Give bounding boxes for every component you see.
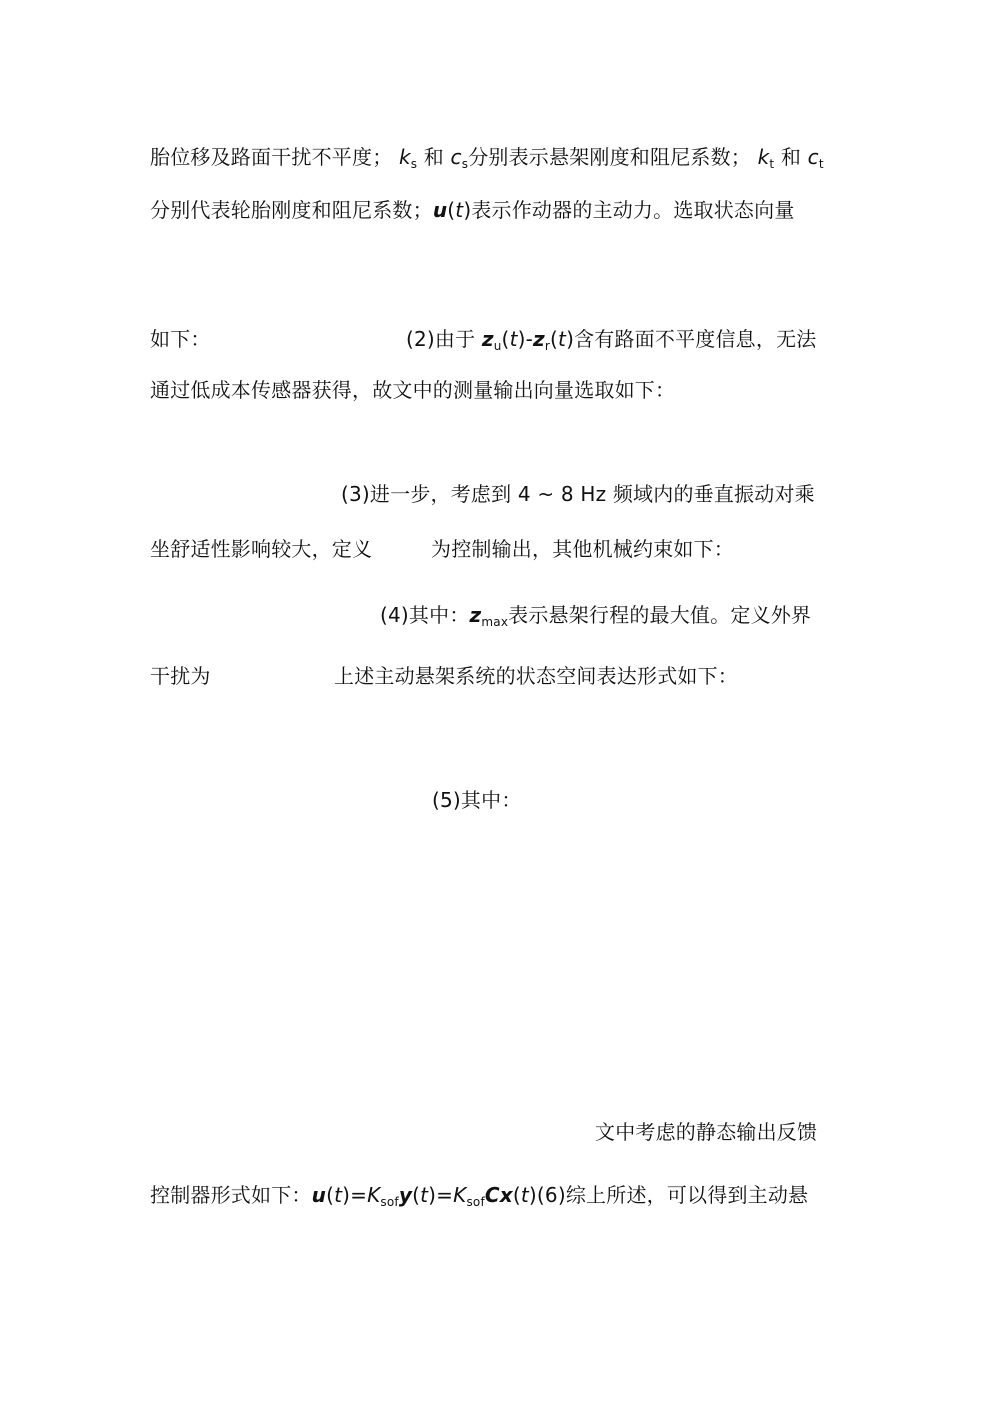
- var-c: c: [450, 145, 462, 169]
- text-line-10: 文中考虑的静态输出反馈: [595, 1120, 818, 1144]
- var-t: t: [509, 327, 518, 351]
- var-t: t: [420, 1183, 429, 1207]
- equals: )=: [342, 1183, 368, 1207]
- subscript: t: [769, 157, 775, 171]
- paren: (: [412, 1183, 421, 1207]
- text-run: (2)由于: [406, 327, 482, 351]
- subscript: max: [481, 615, 509, 629]
- var-u: u: [432, 198, 448, 222]
- var-t: t: [334, 1183, 343, 1207]
- text-run: (4)其中：: [380, 603, 470, 627]
- text-line-2: [150, 196, 795, 224]
- text-run: 分别表示悬架刚度和阻尼系数；: [468, 145, 752, 169]
- paren: (: [326, 1183, 335, 1207]
- text-line-8b: 上述主动悬架系统的状态空间表达形式如下：: [334, 664, 738, 688]
- subscript: t: [818, 157, 824, 171]
- text-run: 胎位移及路面干扰不平度；: [150, 145, 393, 169]
- var-k: k: [398, 145, 411, 169]
- var-y: y: [398, 1183, 413, 1207]
- var-z: z: [481, 327, 494, 351]
- subscript: s: [461, 157, 469, 171]
- paren: (: [512, 1183, 521, 1207]
- text-run: 表示悬架行程的最大值。定义外界: [508, 603, 812, 627]
- subscript: u: [493, 339, 502, 353]
- subscript: s: [410, 157, 418, 171]
- text-line-5: (3)进一步，考虑到 4 ~ 8 Hz 频域内的垂直振动对乘: [341, 482, 815, 506]
- text-run: 和: [423, 145, 451, 169]
- text-line-6a: 坐舒适性影响较大，定义: [150, 537, 373, 561]
- text-line-3b: [406, 325, 816, 360]
- text-line-6b: 为控制输出，其他机械约束如下：: [431, 537, 734, 561]
- var-t: t: [455, 198, 464, 222]
- var-k: k: [757, 145, 770, 169]
- text-line-7: [380, 601, 811, 636]
- var-z: z: [533, 327, 545, 351]
- text-run: )含有路面不平度信息，无法: [566, 327, 817, 351]
- var-c: c: [807, 145, 819, 169]
- var-u: u: [311, 1183, 327, 1207]
- text-run: )表示作动器的主动力。选取状态向量: [463, 198, 795, 222]
- text-run: 控制器形式如下：: [150, 1183, 312, 1207]
- paren: (: [501, 327, 510, 351]
- text-line-4: 通过低成本传感器获得，故文中的测量输出向量选取如下：: [150, 378, 676, 402]
- text-line-8a: 干扰为: [150, 664, 211, 688]
- var-Cx: Cx: [484, 1183, 513, 1207]
- var-t: t: [558, 327, 567, 351]
- var-t: t: [520, 1183, 529, 1207]
- var-z: z: [469, 603, 482, 627]
- subscript: sof: [466, 1195, 485, 1209]
- subscript: r: [544, 339, 551, 353]
- text-run: )(6)综上所述，可以得到主动悬: [528, 1183, 809, 1207]
- text-line-3a: 如下：: [150, 327, 211, 351]
- var-K: K: [367, 1183, 381, 1207]
- text-line-1: [150, 143, 824, 178]
- text-line-9: (5)其中：: [432, 788, 522, 812]
- paren: (: [550, 327, 559, 351]
- paren: (: [447, 198, 456, 222]
- text-line-11: [150, 1181, 808, 1216]
- equals: )=: [428, 1183, 454, 1207]
- text-run: 和: [780, 145, 808, 169]
- text-run: 分别代表轮胎刚度和阻尼系数；: [150, 198, 433, 222]
- subscript: sof: [380, 1195, 399, 1209]
- text-run: )-: [517, 327, 534, 351]
- var-K: K: [453, 1183, 467, 1207]
